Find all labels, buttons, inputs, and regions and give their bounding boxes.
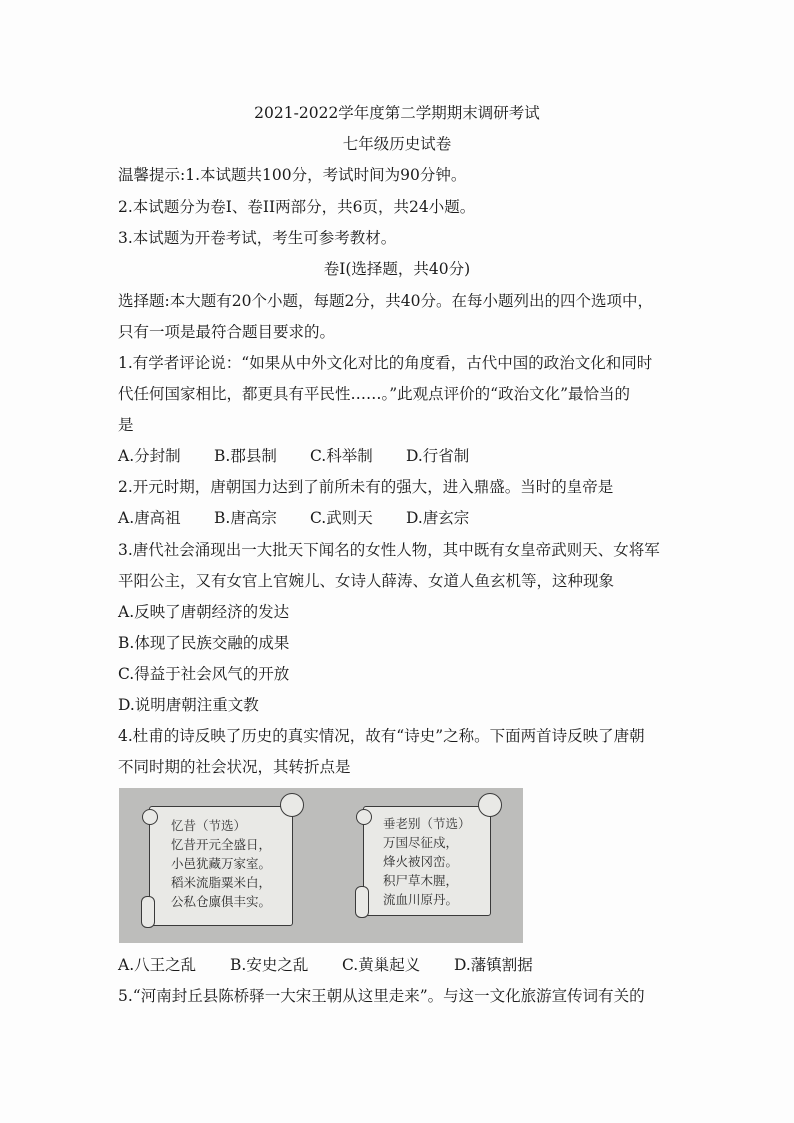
tip-3: 3.本试题为开卷考试，考生可参考教材。 [118, 229, 397, 247]
poem-right-title: 垂老别（节选） [383, 816, 471, 831]
tip-2: 2.本试题分为卷I、卷II两部分，共6页，共24小题。 [118, 198, 476, 216]
q4-stem-2: 不同时期的社会状况，其转折点是 [118, 758, 351, 776]
right-scroll-roll [355, 886, 369, 918]
poem-left-line-2: 小邑犹藏万家室。 [171, 856, 272, 871]
q1-option-d: D.行省制 [406, 447, 470, 465]
q4-option-c: C.黄巢起义 [342, 956, 421, 974]
poem-right-line-4: 流血川原丹。 [383, 892, 459, 907]
scroll-curl-left [142, 809, 158, 825]
q3-stem-1: 3.唐代社会涌现出一大批天下闻名的女性人物，其中既有女皇帝武则天、女将军 [118, 541, 660, 559]
left-scroll-roll [141, 896, 155, 928]
q4-options [118, 955, 533, 975]
poem-right-line-3: 积尸草木腥， [383, 873, 459, 888]
poem-right-line-2: 烽火被冈峦。 [383, 854, 459, 869]
q2-option-d: D.唐玄宗 [406, 509, 470, 527]
poem-right [383, 814, 471, 909]
q1-stem-1: 1.有学者评论说：“如果从中外文化对比的角度看，古代中国的政治文化和同时 [118, 354, 653, 372]
poem-left-line-3: 稻米流脂粟米白， [171, 875, 272, 890]
q2-stem-1: 2.开元时期，唐朝国力达到了前所未有的强大，进入鼎盛。当时的皇帝是 [118, 478, 614, 496]
q1-option-a: A.分封制 [118, 447, 181, 465]
q1-option-b: B.郡县制 [214, 447, 277, 465]
q2-option-c: C.武则天 [310, 509, 373, 527]
poem-left-line-1: 忆昔开元全盛日， [171, 837, 272, 852]
q4-stem-1: 4.杜甫的诗反映了历史的真实情况，故有“诗史”之称。下面两首诗反映了唐朝 [118, 727, 645, 745]
poem-left [171, 816, 271, 911]
poem-left-line-4: 公私仓廪俱丰实。 [171, 894, 272, 909]
q3-stem-2: 平阳公主，又有女官上官婉儿、女诗人薛涛、女道人鱼玄机等，这种现象 [118, 572, 615, 590]
q2-option-b: B.唐高宗 [214, 509, 277, 527]
q5-stem-1: 5.“河南封丘县陈桥驿一大宋王朝从这里走来”。与这一文化旅游宣传词有关的 [118, 987, 645, 1005]
q1-option-c: C.科举制 [310, 447, 373, 465]
poem-left-title: 忆昔（节选） [171, 818, 247, 833]
q1-stem-3: 是 [118, 416, 134, 434]
scroll-curl-top [478, 793, 502, 817]
exam-title: 2021-2022学年度第二学期期末调研考试 [254, 104, 540, 122]
q4-poem-figure [119, 788, 523, 943]
q2-options [118, 508, 469, 528]
scroll-curl-left [356, 809, 372, 825]
q3-option-a: A.反映了唐朝经济的发达 [118, 603, 290, 621]
exam-subtitle: 七年级历史试卷 [342, 135, 452, 153]
section-title: 卷I(选择题，共40分) [323, 260, 471, 278]
section-instructions-1: 选择题:本大题有20个小题，每题2分，共40分。在每小题列出的四个选项中， [118, 292, 654, 310]
section-instructions-2: 只有一项是最符合题目要求的。 [118, 323, 336, 341]
scroll-curl-top [280, 793, 304, 817]
q3-option-b: B.体现了民族交融的成果 [118, 634, 290, 652]
q3-option-d: D.说明唐朝注重文教 [118, 696, 259, 714]
q4-option-a: A.八王之乱 [118, 956, 197, 974]
q4-option-b: B.安史之乱 [230, 956, 309, 974]
q2-option-a: A.唐高祖 [118, 509, 181, 527]
q3-option-c: C.得益于社会风气的开放 [118, 665, 290, 683]
tip-1: 温馨提示:1.本试题共100分，考试时间为90分钟。 [118, 166, 467, 184]
q1-stem-2: 代任何国家相比，都更具有平民性……。”此观点评价的“政治文化”最恰当的 [118, 385, 631, 403]
poem-right-line-1: 万国尽征戍， [383, 835, 459, 850]
q1-options [118, 446, 469, 466]
q4-option-d: D.藩镇割据 [454, 956, 533, 974]
